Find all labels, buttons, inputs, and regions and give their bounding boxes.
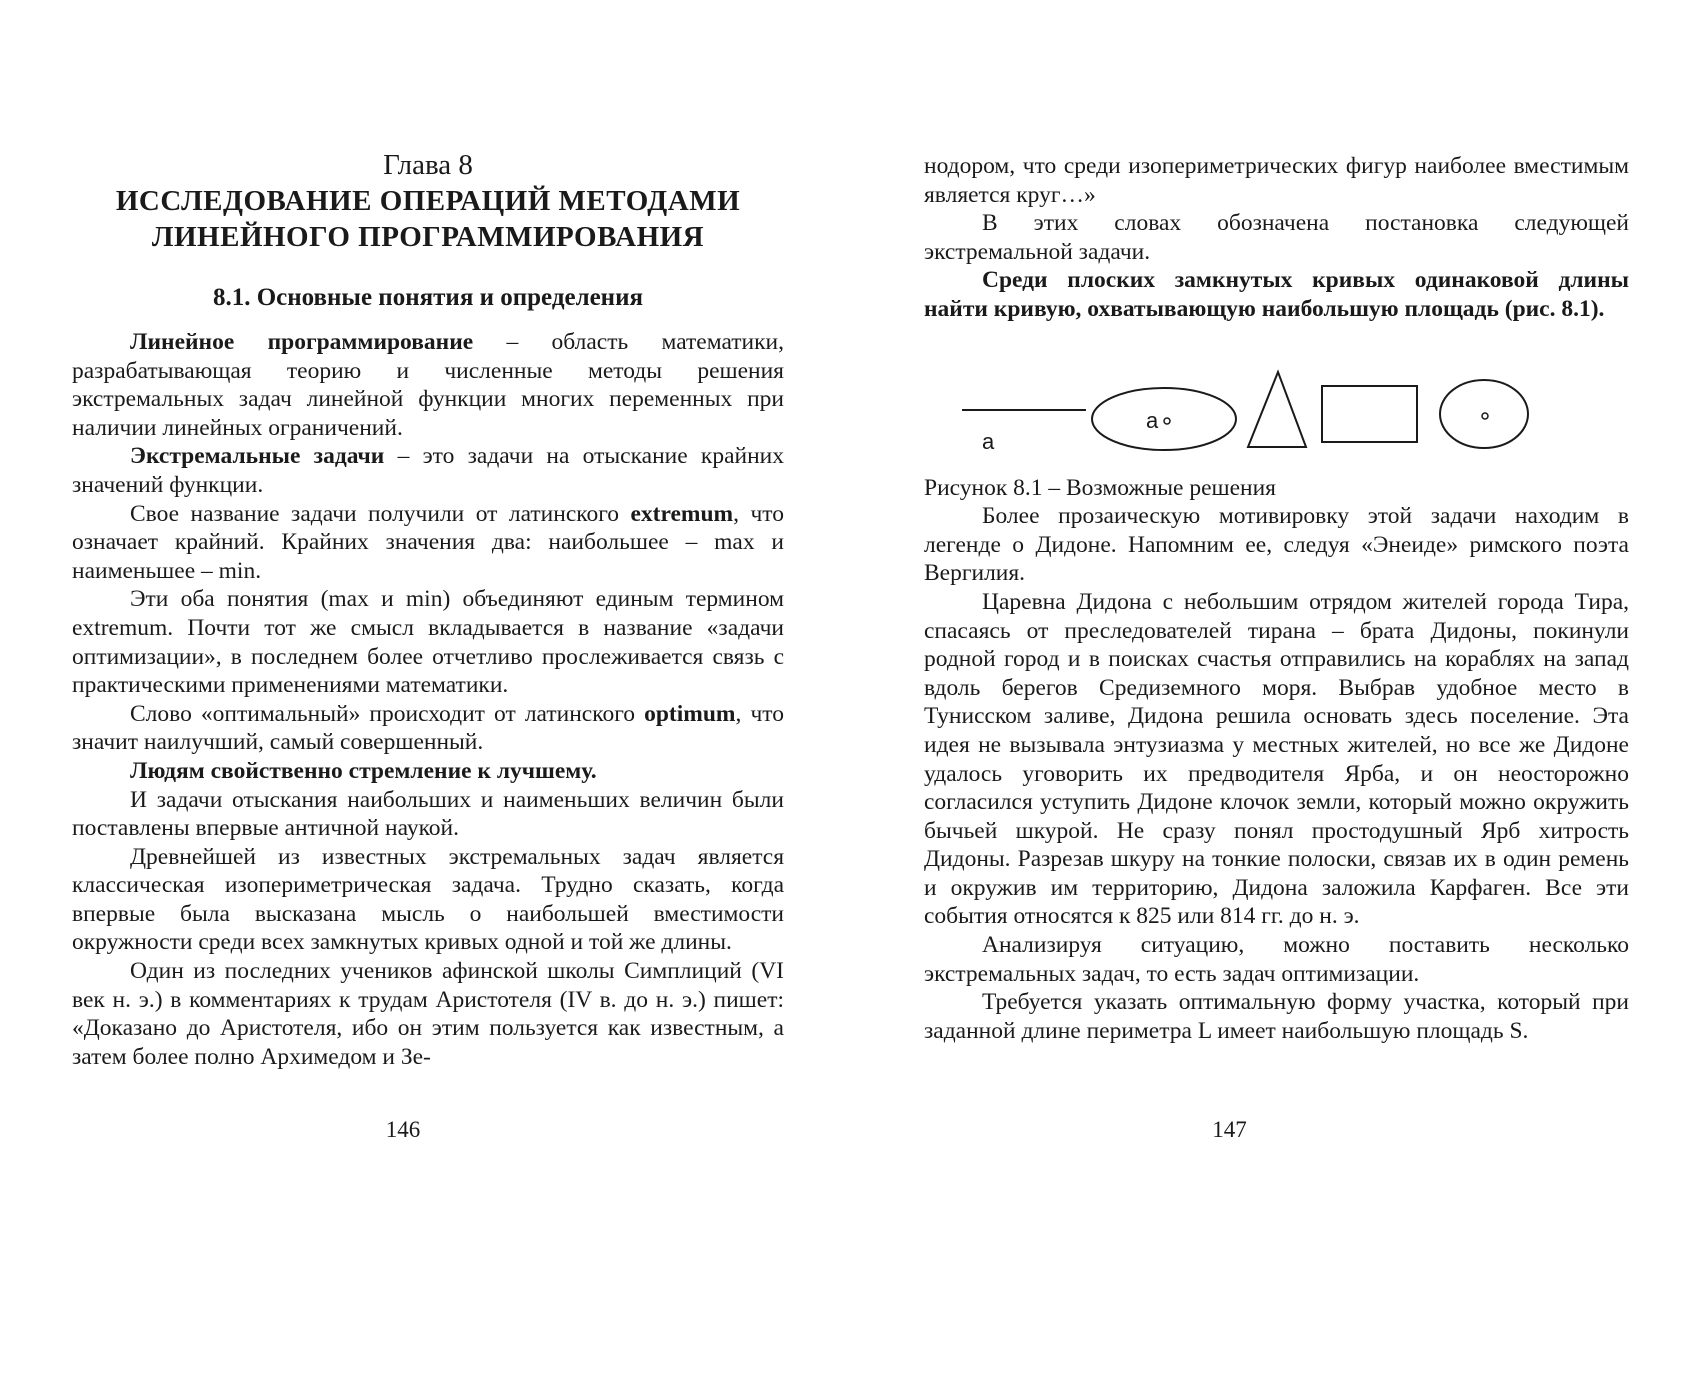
paragraph-optimal-shape: Требуется указать оптимальную форму участка, который при заданной длине периметра L имеет наибольшую площадь S. xyxy=(924,989,1629,1044)
paragraph-max-min: Эти оба понятия (max и min) объединяют единым термином extremum. Почти тот же смысл вкладывается в название «задачи оптимизации», в последнем более отчетливо прослеживается связь с практическими применениями математики. xyxy=(72,586,784,699)
term-linear-programming: Линейное программирование xyxy=(130,329,474,355)
paragraph-isoperimetric: Древнейшей из известных экстремальных задач является классическая изопериметрическая задача. Трудно сказать, когда впервые была высказана мысль о наибольшей вместимости окружности среди всех замкнутых кривых одной и той же длины. xyxy=(72,843,784,956)
ellipse-label: a xyxy=(1146,407,1159,433)
chapter-title-line-2: ЛИНЕЙНОГО ПРОГРАММИРОВАНИЯ xyxy=(151,221,705,253)
page-number-left: 146 xyxy=(385,1117,421,1142)
page-number-right: 147 xyxy=(1212,1117,1247,1142)
paragraph-extremal-problems xyxy=(72,442,784,499)
paragraph-striving: Людям свойственно стремление к лучшему. xyxy=(130,757,597,784)
term-extremal-problems: Экстремальные задачи xyxy=(130,443,385,470)
right-page-column xyxy=(924,0,1629,1387)
paragraph-problem-bold: Среди плоских замкнутых кривых одинаковой длины найти кривую, охватывающую наибольшую площадь (рис. 8.1). xyxy=(924,267,1629,322)
term-optimum: optimum xyxy=(644,700,736,727)
figure-caption: Рисунок 8.1 – Возможные решения xyxy=(924,474,1276,501)
triangle-shape xyxy=(1248,372,1306,447)
paragraph-ancient-science: И задачи отыскания наибольших и наименьших величин были поставлены впервые античной наукой. xyxy=(72,786,784,842)
paragraph-text: , что значит наилучший, самый совершенный. xyxy=(72,700,784,756)
chapter-label: Глава 8 xyxy=(383,149,473,181)
rectangle-shape xyxy=(1322,386,1417,442)
figure-shapes xyxy=(924,364,1629,474)
left-page-column xyxy=(72,0,784,1387)
paragraph-text: Слово «оптимальный» происходит от латинского xyxy=(130,700,645,727)
circle-shape xyxy=(1440,380,1528,448)
section-heading: 8.1. Основные понятия и определения xyxy=(212,284,644,311)
circle-center-dot xyxy=(1482,413,1488,419)
paragraph-extremum xyxy=(72,500,784,586)
paragraph-simplicius: Один из последних учеников афинской школы Симплиций (VI век н. э.) в комментариях к трудам Аристотеля (IV в. до н. э.) пишет: «Доказано до Аристотеля, ибо он этим пользуется как известным, а затем более полно Архимедом и Зе- xyxy=(72,958,784,1070)
paragraph-linear-programming xyxy=(72,328,784,442)
left-page-body xyxy=(72,328,784,1071)
chapter-title-line-1: ИССЛЕДОВАНИЕ ОПЕРАЦИЙ МЕТОДАМИ xyxy=(115,185,741,217)
paragraph-text: – это задачи на отыскание крайних значений функции. xyxy=(72,443,785,498)
paragraph-analysis: Анализируя ситуацию, можно поставить несколько экстремальных задач, то есть задач оптимизации. xyxy=(924,932,1629,987)
chapter-title xyxy=(72,183,784,255)
paragraph-dido-legend: Царевна Дидона с небольшим отрядом жителей города Тира, спасаясь от преследователей тирана – брата Дидоны, покинули родной город и в поисках счастья отправились на кораблях на запад вдоль берегов Средиземного моря. Выбрав удобное место в Тунисском заливе, Дидона решила основать здесь поселение. Эта идея не вызывала энтузиазма у местных жителей, но все же Дидоне удалось уговорить их предводителя Ярба, и он неосторожно согласился уступить Дидоне клочок земли, который можно окружить бычьей шкурой. Не сразу понял простодушный Ярб хитрость Дидоны. Разрезав шкуру на тонкие полоски, связав их в один ремень и окружив им территорию, Дидона заложила Карфаген. Все эти события относятся к 825 или 814 гг. до н. э. xyxy=(924,588,1629,930)
figure-8-1 xyxy=(924,364,1629,474)
paragraph-dido-intro: Более прозаическую мотивировку этой задачи находим в легенде о Дидоне. Напомним ее, следуя «Энеиде» римского поэта Вергилия. xyxy=(924,503,1629,587)
left-page xyxy=(0,0,846,1387)
paragraph-text: – область математики, разрабатывающая теорию и численные методы решения экстремальных задач линейной функции многих переменных при наличии линейных ограничений. xyxy=(72,329,784,441)
right-page xyxy=(846,0,1693,1387)
paragraph-optimum xyxy=(72,700,784,757)
paragraph-problem-statement: В этих словах обозначена постановка следующей экстремальной задачи. xyxy=(924,210,1629,265)
term-extremum: extremum xyxy=(630,500,734,527)
ellipse-center-dot xyxy=(1164,418,1170,424)
segment-label: a xyxy=(982,428,995,454)
paragraph-text: , что означает крайний. Крайних значения два: наибольшее – max и наименьшее – min. xyxy=(72,500,784,584)
right-page-body xyxy=(924,152,1629,1045)
paragraph-continuation: нодором, что среди изопериметрических фигур наиболее вместимым является круг…» xyxy=(924,153,1629,208)
paragraph-text: Свое название задачи получили от латинского xyxy=(130,500,631,527)
